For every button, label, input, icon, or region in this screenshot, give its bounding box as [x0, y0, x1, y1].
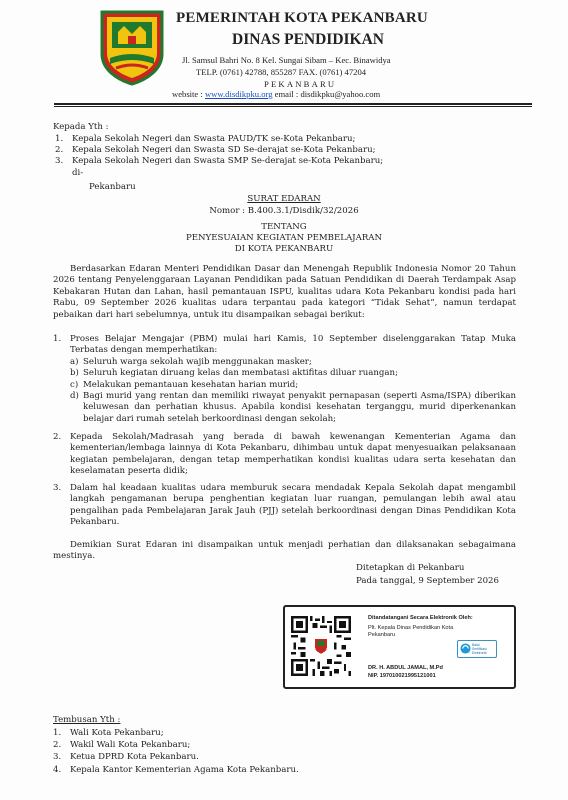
cc-item: Wakil Wali Kota Pekanbaru; — [70, 740, 191, 750]
cc-label: Tembusan Yth : — [53, 715, 121, 725]
recipient-item: Kepala Sekolah Negeri dan Swasta SD Se-derajat se-Kota Pekanbaru; — [72, 145, 376, 155]
cc-num: 1. — [53, 728, 62, 738]
sub-item: Bagi murid yang rentan dan memiliki riwayat penyakit pernapasan (seperti Asma/ISPA) diberikan keluwesan dan perhatian khusus. Apabila kondisi kesehatan terganggu, murid diperkenankan belajar dari rumah setelah berkoordinasi dengan sekolah; — [83, 391, 516, 424]
recipient-num: 1. — [55, 134, 64, 144]
bsre-badge — [457, 640, 497, 658]
sub-label: a) — [70, 357, 79, 367]
e-sign-nip: NIP. 197010021995121001 — [368, 673, 436, 679]
e-sign-role-1: Plt. Kepala Dinas Pendidikan Kota — [368, 625, 454, 631]
cc-num: 4. — [53, 765, 62, 775]
letter-tentang: TENTANG — [261, 222, 307, 232]
header-contacts — [172, 89, 380, 99]
point-num: 2. — [53, 432, 62, 442]
e-sign-role-2: Pekanbaru — [368, 632, 396, 638]
point-num: 3. — [53, 483, 62, 493]
recipient-di: di- — [72, 168, 84, 178]
cc-item: Wali Kota Pekanbaru; — [70, 728, 164, 738]
recipient-num: 2. — [55, 145, 64, 155]
closing-paragraph: Demikian Surat Edaran ini disampaikan untuk menjadi perhatian dan dilaksanakan sebagaimana mestinya. — [53, 540, 516, 562]
header-government: PEMERINTAH KOTA PEKANBARU — [176, 10, 428, 26]
e-signature-box — [283, 605, 516, 689]
point-1-text: Proses Belajar Mengajar (PBM) mulai hari Kamis, 10 September diselenggarakan Tatap Muka Terbatas dengan memperhatikan: — [70, 334, 516, 356]
sub-label: b) — [70, 368, 79, 378]
recipient-item: Kepala Sekolah Negeri dan Swasta PAUD/TK se-Kota Pekanbaru; — [72, 134, 356, 144]
bsre-text: Balai Sertifikasi Elektronik — [472, 643, 487, 655]
sub-item: Melakukan pemantauan kesehatan harian murid; — [83, 380, 299, 390]
header-address: Jl. Samsul Bahri No. 8 Kel. Sungai Sibam – Kec. Binawidya — [182, 55, 391, 65]
header-rule-thick — [54, 103, 532, 105]
letter-number: Nomor : B.400.3.1/Disdik/32/2026 — [209, 206, 359, 216]
sub-label: c) — [70, 380, 79, 390]
qr-code-icon — [291, 616, 351, 676]
letter-kind: SURAT EDARAN — [247, 194, 321, 204]
website-label: website : — [172, 89, 203, 99]
date-set: Pada tanggal, 9 September 2026 — [356, 576, 499, 586]
sub-item: Seluruh kegiatan diruang kelas dan membatasi aktifitas diluar ruangan; — [83, 368, 398, 378]
email-text: email : disdikpku@yahoo.com — [274, 89, 381, 99]
header-city: PEKANBARU — [264, 79, 337, 89]
point-num: 1. — [53, 334, 62, 344]
point-2-text: Kepada Sekolah/Madrasah yang berada di bawah kewenangan Kementerian Agama dan kementerian/lembaga lainnya di Kota Pekanbaru, dihimbau untuk dapat menyesuaikan pelaksanaan kegiatan pembelajaran, dengan tetap memperhatikan kondisi kualitas udara serta kesehatan dan keselamatan peserta didik; — [70, 432, 516, 477]
header-agency: DINAS PENDIDIKAN — [232, 31, 385, 48]
sub-label: d) — [70, 391, 79, 401]
cc-num: 2. — [53, 740, 62, 750]
point-3-text: Dalam hal keadaan kualitas udara memburuk secara mendadak Kepala Sekolah dapat mengambil langkah pengamanan berupa penghentian kegiatan luar ruangan, pemulangan lebih awal atau pengalihan pada Pembelajaran Jarak Jauh (PJJ) setelah berkoordinasi dengan Dinas Pendidikan Kota Pekanbaru. — [70, 483, 516, 528]
recipient-num: 3. — [55, 156, 64, 166]
city-emblem-logo — [98, 8, 166, 86]
e-sign-name: DR. H. ABDUL JAMAL, M.Pd — [368, 665, 443, 671]
cc-num: 3. — [53, 752, 62, 762]
letter-subject-2: DI KOTA PEKANBARU — [234, 244, 334, 254]
header-rule-thin — [54, 106, 532, 107]
e-sign-caption: Ditandatangani Secara Elektronik Oleh: — [368, 615, 473, 621]
letter-subject-1: PENYESUAIAN KEGIATAN PEMBELAJARAN — [185, 233, 383, 243]
recipients-label: Kepada Yth : — [53, 122, 109, 132]
header-phone: TELP. (0761) 42788, 855287 FAX. (0761) 47204 — [196, 67, 367, 77]
place-set: Ditetapkan di Pekanbaru — [356, 563, 465, 573]
intro-paragraph: Berdasarkan Edaran Menteri Pendidikan Dasar dan Menengah Republik Indonesia Nomor 20 Tahun 2026 tentang Penyelenggaraan Layanan Pendidikan pada Satuan Pendidikan di Daerah Terdampak Asap Kebakaran Hutan dan Lahan, hasil pemantauan ISPU, kualitas udara Kota Pekanbaru kondisi pada hari Rabu, 09 September 2026 kualitas udara terpantau pada kategori “Tidak Sehat”, namun terdapat pebaikan dari hari sebelumnya, untuk itu disampaikan sebagai berikut: — [53, 264, 516, 320]
cc-item: Ketua DPRD Kota Pekanbaru. — [70, 752, 199, 762]
sub-item: Seluruh warga sekolah wajib menggunakan masker; — [83, 357, 312, 367]
website-link[interactable]: www.disdikpku.org — [204, 89, 273, 99]
recipient-place: Pekanbaru — [89, 182, 136, 192]
cc-item: Kepala Kantor Kementerian Agama Kota Pekanbaru. — [70, 765, 299, 775]
recipient-item: Kepala Sekolah Negeri dan Swasta SMP Se-derajat se-Kota Pekanbaru; — [72, 156, 384, 166]
bsre-logo-icon — [460, 643, 471, 654]
